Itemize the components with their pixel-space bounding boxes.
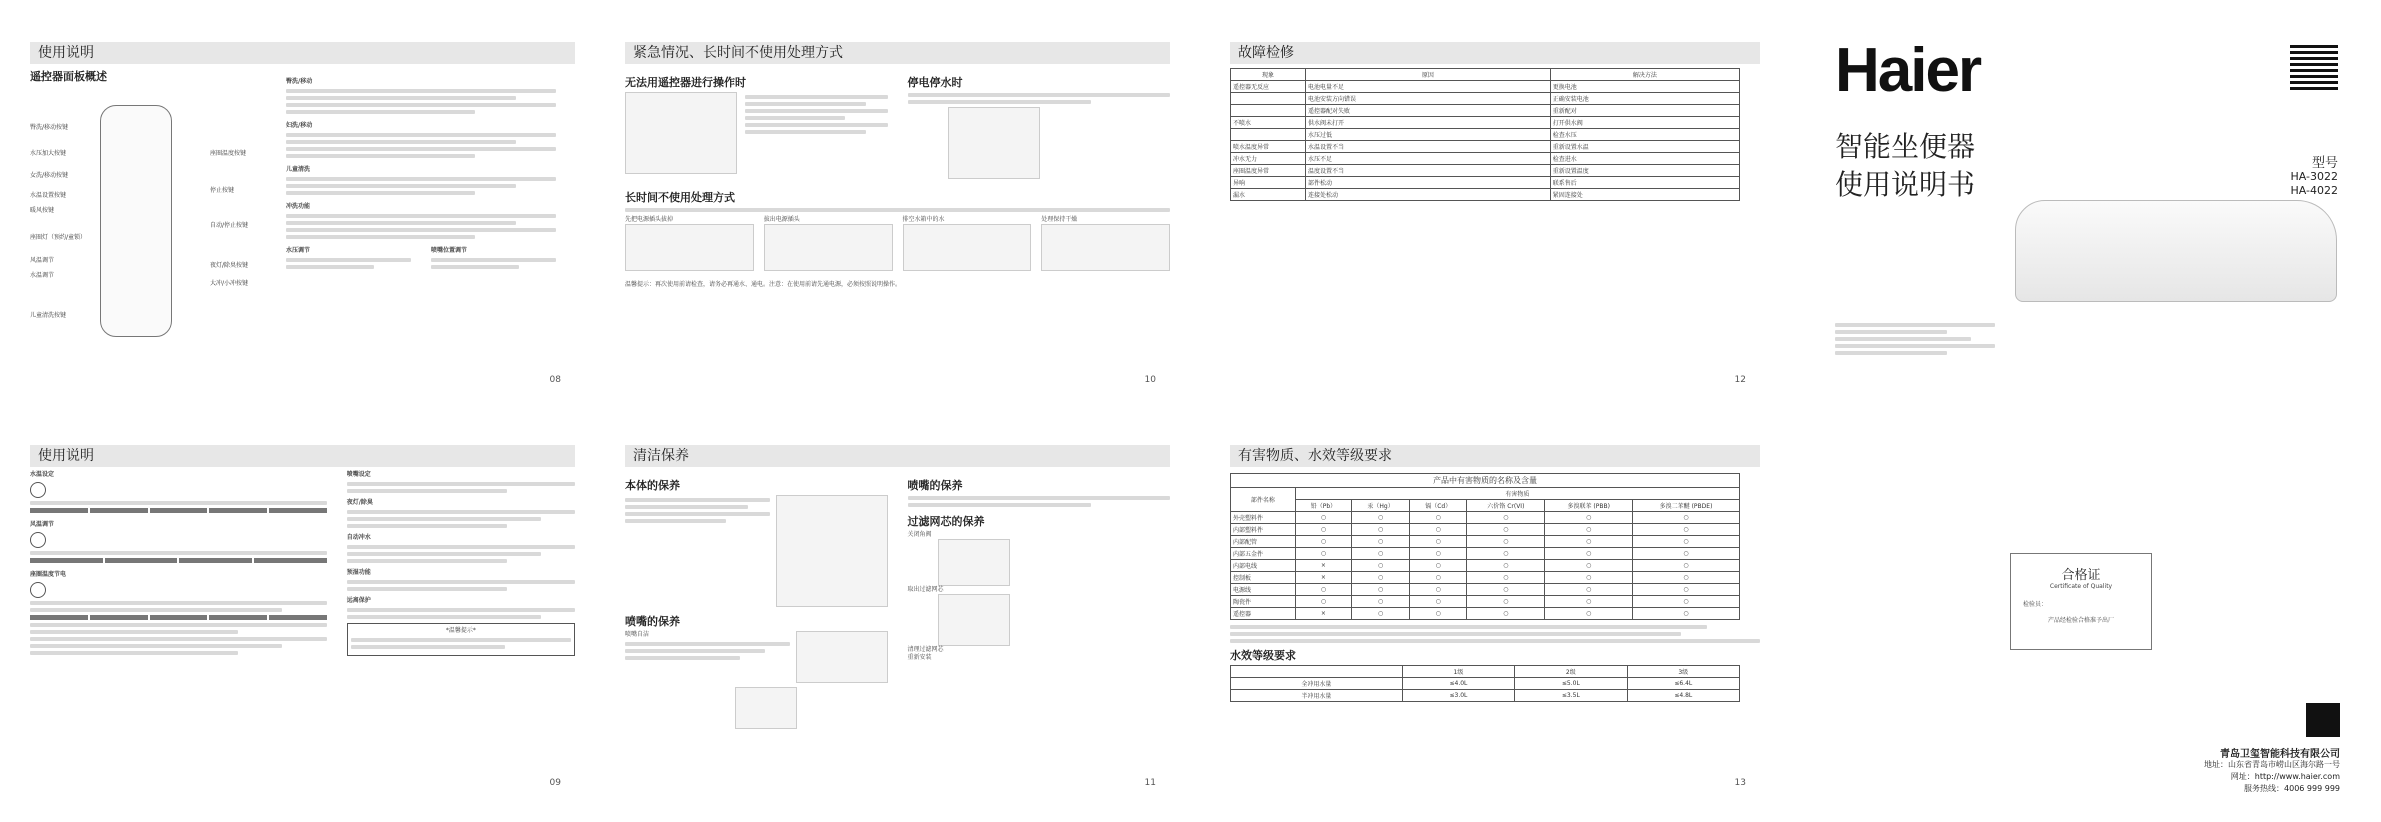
remote-label: 座圈灯（预约/童锁）	[30, 234, 87, 241]
toilet-product-image	[2015, 200, 2337, 302]
cover-page	[1830, 30, 2350, 395]
remote-label: 水压加大按键	[30, 150, 67, 157]
remote-label: 水温设置按键	[30, 192, 67, 199]
page-number: 11	[1144, 778, 1156, 788]
section-title: 停电停水时	[907, 76, 963, 89]
page-number: 08	[549, 375, 561, 385]
step-label: 重新安装	[907, 654, 932, 661]
table-row: 异响 部件松动 联系售后	[1231, 177, 1740, 189]
toilet-illustration	[625, 92, 737, 174]
table-row: 内部塑料件 ○ ○ ○ ○ ○ ○	[1231, 524, 1740, 536]
col-header: 现象	[1231, 69, 1306, 81]
col-header: 2级	[1515, 666, 1627, 678]
col-header: 多溴二苯醚 (PBDE)	[1633, 500, 1740, 512]
page-header: 故障检修	[1230, 42, 1760, 64]
col-header: 原因	[1306, 69, 1551, 81]
section-title: 水压调节	[286, 247, 311, 254]
table-row: 外壳塑料件 ○ ○ ○ ○ ○ ○	[1231, 512, 1740, 524]
section-title: 远离保护	[346, 597, 371, 604]
section-title: 座圈温度节电	[30, 571, 67, 578]
quality-certificate	[2010, 553, 2152, 650]
page-number: 13	[1734, 778, 1746, 788]
troubleshooting-table	[1230, 68, 1740, 201]
note: 温馨提示：再次使用前请检查，请务必再通水、通电。注意：在使用前请先通电源，必须按照说明操作。	[625, 281, 902, 288]
table-row: 遥控器无反应 电池电量不足 更换电池	[1231, 81, 1740, 93]
remote-label: 夜灯/除臭按键	[210, 262, 249, 269]
cert-title: 合格证	[2061, 568, 2101, 583]
brand-logo: Haier	[1835, 36, 1981, 105]
table-row: 电池安装方向错误 正确安装电池	[1231, 93, 1740, 105]
function-descriptions	[286, 78, 556, 272]
col-header: 镉（Cd）	[1410, 500, 1467, 512]
table-row: 控制板 × ○ ○ ○ ○ ○	[1231, 572, 1740, 584]
table-row: 不喷水 供水阀未打开 打开供水阀	[1231, 117, 1740, 129]
page-header: 紧急情况、长时间不使用处理方式	[625, 42, 1170, 64]
step-label: 拔出电源插头	[763, 216, 800, 223]
section-title: 遥控器面板概述	[30, 70, 107, 83]
section-title: 夜灯/除臭	[346, 499, 373, 506]
section-title: 妇洗/移动	[286, 122, 313, 129]
table-row: 内部五金件 ○ ○ ○ ○ ○ ○	[1231, 548, 1740, 560]
toilet-cleaning-illustration	[776, 495, 888, 607]
section-title: 冲洗功能	[286, 203, 311, 210]
table-row: 陶瓷件 ○ ○ ○ ○ ○ ○	[1231, 596, 1740, 608]
table-row: 水压过低 检查水压	[1231, 129, 1740, 141]
page-number: 10	[1144, 375, 1156, 385]
qr-code-icon	[2290, 42, 2338, 90]
step-illustration	[903, 224, 1032, 271]
seat-temp-icon	[30, 582, 46, 598]
model-label: 型号	[2311, 156, 2338, 171]
reminder-title: *温馨提示*	[445, 627, 476, 634]
section-title: 喷嘴位置调节	[431, 247, 468, 254]
company-address: 地址：山东省青岛市崂山区海尔路一号	[2204, 760, 2340, 769]
page-header: 使用说明	[30, 42, 575, 64]
step-illustration	[1041, 224, 1170, 271]
section-title: 喷嘴的保养	[625, 615, 680, 628]
section-title: 水效等级要求	[1230, 649, 1296, 662]
remote-label: 水温调节	[30, 272, 55, 279]
col-header: 1级	[1402, 666, 1514, 678]
page-09	[30, 433, 575, 798]
section-title: 喷嘴设定	[346, 471, 371, 478]
remote-label: 座圈温度按键	[210, 150, 247, 157]
section-title: 风温调节	[30, 521, 55, 528]
page-10	[625, 30, 1170, 395]
cover-notes	[1835, 320, 1995, 358]
model-number: HA-3022	[2290, 170, 2338, 183]
section-title: 无法用遥控器进行操作时	[625, 76, 746, 89]
remote-label: 停止按键	[210, 187, 235, 194]
col-header: 有害物质	[1295, 488, 1739, 500]
remote-control-illustration	[100, 105, 172, 337]
step-label: 处理保持干燥	[1041, 216, 1078, 223]
col-header: 多溴联苯 (PBB)	[1545, 500, 1633, 512]
step-label: 清理过滤网芯	[907, 646, 944, 653]
page-header: 清洁保养	[625, 445, 1170, 467]
page-11	[625, 433, 1170, 798]
table-row: 半冲用水量 ≤3.0L ≤3.5L ≤4.8L	[1231, 690, 1740, 702]
step-illustration	[764, 224, 893, 271]
page-number: 09	[549, 778, 561, 788]
model-number: HA-4022	[2290, 184, 2338, 197]
section-title: 长时间不使用处理方式	[625, 191, 735, 204]
air-temp-icon	[30, 532, 46, 548]
valve-illustration	[938, 539, 1010, 586]
section-title: 喷嘴的保养	[907, 479, 963, 492]
col-header: 3级	[1627, 666, 1739, 678]
table-row: 遥控器 × ○ ○ ○ ○ ○	[1231, 608, 1740, 620]
cert-subtitle: Certificate of Quality	[2049, 583, 2113, 590]
table-row: 内部电线 × ○ ○ ○ ○ ○	[1231, 560, 1740, 572]
remote-label: 女洗/移动按键	[30, 172, 69, 179]
nozzle-brush-illustration	[735, 687, 797, 729]
section-title: 儿童清洗	[286, 166, 311, 173]
step-label: 先把电源插头拔掉	[625, 216, 674, 223]
col-header: 部件名称	[1231, 488, 1296, 512]
section-title: 本体的保养	[625, 479, 680, 492]
cert-note: 产品经检验合格准予出厂	[2047, 617, 2114, 624]
level-scale	[30, 615, 327, 620]
step-label: 排空水箱中的水	[902, 216, 945, 223]
section-title: 臀洗/移动	[286, 78, 313, 85]
step-illustration	[625, 224, 754, 271]
page-header: 使用说明	[30, 445, 575, 467]
section-title: 自动冲水	[346, 534, 371, 541]
step-label: 取出过滤网芯	[907, 586, 944, 593]
page-number: 12	[1734, 375, 1746, 385]
table-row: 内部配管 ○ ○ ○ ○ ○ ○	[1231, 536, 1740, 548]
company-name: 青岛卫玺智能科技有限公司	[2220, 749, 2340, 760]
table-row: 电源线 ○ ○ ○ ○ ○ ○	[1231, 584, 1740, 596]
toilet-tank-illustration	[948, 107, 1040, 179]
level-scale	[30, 558, 327, 563]
service-hotline: 服务热线：4006 999 999	[2244, 784, 2340, 793]
back-cover	[1830, 433, 2350, 798]
company-website: 网址：http://www.haier.com	[2230, 772, 2340, 781]
table-row: 遥控器配对失败 重新配对	[1231, 105, 1740, 117]
page-08	[30, 30, 575, 395]
col-header: 铅（Pb）	[1295, 500, 1351, 512]
nozzle-illustration	[796, 631, 888, 683]
filter-illustration	[938, 594, 1010, 646]
remote-label: 大冲/小冲按键	[210, 280, 249, 287]
section-title: 预湿功能	[346, 569, 371, 576]
section-title: 水温设定	[30, 471, 55, 478]
remote-label: 暖风按键	[30, 207, 55, 214]
water-temp-icon	[30, 482, 46, 498]
water-efficiency-table	[1230, 665, 1740, 702]
page-13	[1230, 433, 1760, 798]
table-row: 冲水无力 水压不足 检查进水	[1231, 153, 1740, 165]
page-12	[1230, 30, 1760, 395]
table-title: 产品中有害物质的名称及含量	[1231, 474, 1740, 488]
table-row: 全冲用水量 ≤4.0L ≤5.0L ≤6.4L	[1231, 678, 1740, 690]
col-header: 六价铬 Cr(VI)	[1467, 500, 1545, 512]
hazard-table	[1230, 473, 1740, 620]
section-title: 喷嘴自洁	[625, 631, 650, 638]
remote-label: 自动/停止按键	[210, 222, 249, 229]
cover-title: 使用说明书	[1835, 168, 1976, 201]
table-row: 喷水温度异常 水温设置不当 重新设置水温	[1231, 141, 1740, 153]
col-header: 汞（Hg）	[1352, 500, 1410, 512]
table-row: 漏水 连接处松动 紧固连接处	[1231, 189, 1740, 201]
step-label: 关闭角阀	[907, 531, 932, 538]
col-header	[1231, 666, 1403, 678]
remote-label: 风温调节	[30, 257, 55, 264]
cover-title: 智能坐便器	[1835, 130, 1976, 163]
remote-label: 臀洗/移动按键	[30, 124, 69, 131]
table-row: 座圈温度异常 温度设置不当 重新设置温度	[1231, 165, 1740, 177]
section-title: 过滤网芯的保养	[907, 515, 985, 528]
level-scale	[30, 508, 327, 513]
recycle-logo-icon	[2306, 703, 2340, 737]
remote-label: 儿童清洗按键	[30, 312, 67, 319]
col-header: 解决方法	[1550, 69, 1739, 81]
inspector-label: 检验员：	[2023, 601, 2048, 608]
page-header: 有害物质、水效等级要求	[1230, 445, 1760, 467]
